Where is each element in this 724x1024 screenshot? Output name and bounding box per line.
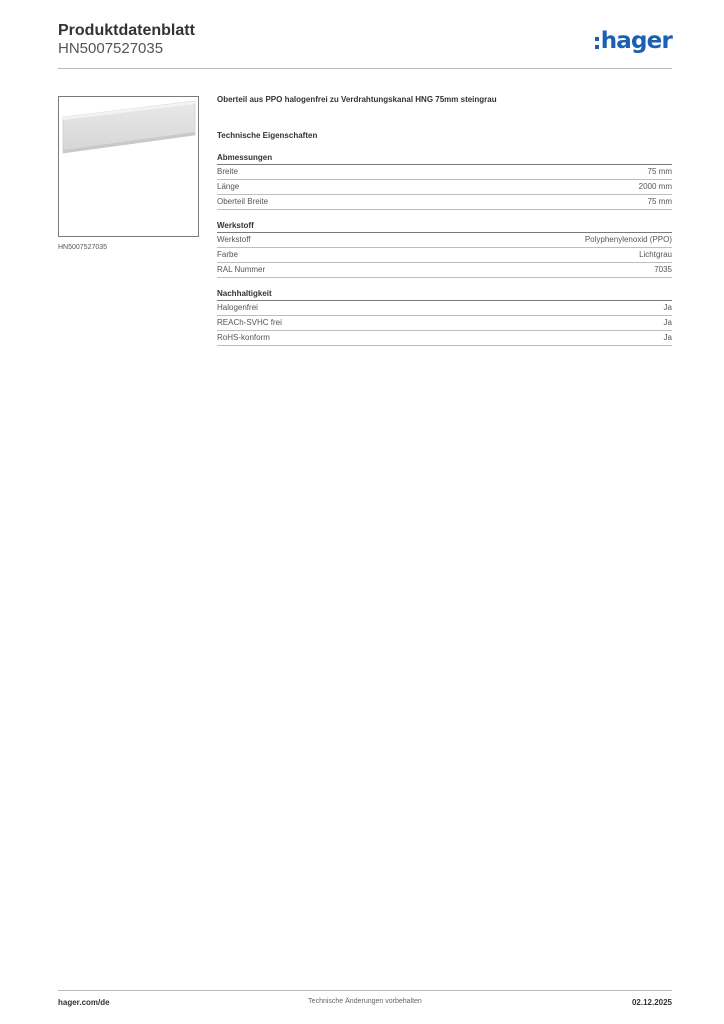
table-row: [217, 195, 672, 210]
row-value: 75 mm: [647, 197, 672, 206]
section-title: Abmessungen: [217, 152, 672, 165]
table-row: [217, 165, 672, 180]
row-label: Werkstoff: [217, 235, 251, 244]
table-row: [217, 301, 672, 316]
footer-website-link[interactable]: hager.com/de: [58, 998, 110, 1007]
image-caption: HN5007527035: [58, 244, 108, 251]
row-label: Farbe: [217, 250, 238, 259]
row-label: RoHS-konform: [217, 333, 270, 342]
row-label: Halogenfrei: [217, 303, 258, 312]
table-row: [217, 263, 672, 278]
row-value: Ja: [663, 303, 672, 312]
row-label: Oberteil Breite: [217, 197, 269, 206]
logo-text: hager: [600, 28, 672, 54]
section-nachhaltigkeit: [217, 288, 672, 346]
logo-dots-icon: [595, 37, 599, 49]
product-image: [58, 96, 199, 237]
page-title: Produktdatenblatt: [58, 22, 195, 39]
row-value: 2000 mm: [638, 182, 672, 191]
page-header: [58, 20, 672, 69]
table-row: [217, 180, 672, 195]
row-value: 7035: [654, 265, 672, 274]
row-label: Länge: [217, 182, 240, 191]
footer-date: 02.12.2025: [631, 998, 672, 1007]
section-title: Werkstoff: [217, 220, 672, 233]
row-value: Polyphenylenoxid (PPO): [584, 235, 672, 244]
row-value: Lichtgrau: [639, 250, 672, 259]
row-label: RAL Nummer: [217, 265, 266, 274]
content-area: [217, 94, 672, 346]
section-abmessungen: [217, 152, 672, 210]
product-cover-image: [59, 97, 198, 236]
footer-disclaimer: Technische Änderungen vorbehalten: [308, 998, 422, 1005]
section-title: Nachhaltigkeit: [217, 288, 672, 301]
table-row: [217, 233, 672, 248]
row-value: Ja: [663, 318, 672, 327]
row-label: REACh-SVHC frei: [217, 318, 282, 327]
row-value: Ja: [663, 333, 672, 342]
row-value: 75 mm: [647, 167, 672, 176]
row-label: Breite: [217, 167, 238, 176]
page-footer: [58, 990, 672, 1011]
hager-logo: [595, 26, 672, 56]
tech-heading: Technische Eigenschaften: [217, 131, 318, 140]
section-werkstoff: [217, 220, 672, 278]
table-row: [217, 331, 672, 346]
table-row: [217, 248, 672, 263]
product-description: Oberteil aus PPO halogenfrei zu Verdrahtungskanal HNG 75mm steingrau: [217, 95, 497, 104]
product-number: HN5007527035: [58, 40, 164, 57]
table-row: [217, 316, 672, 331]
